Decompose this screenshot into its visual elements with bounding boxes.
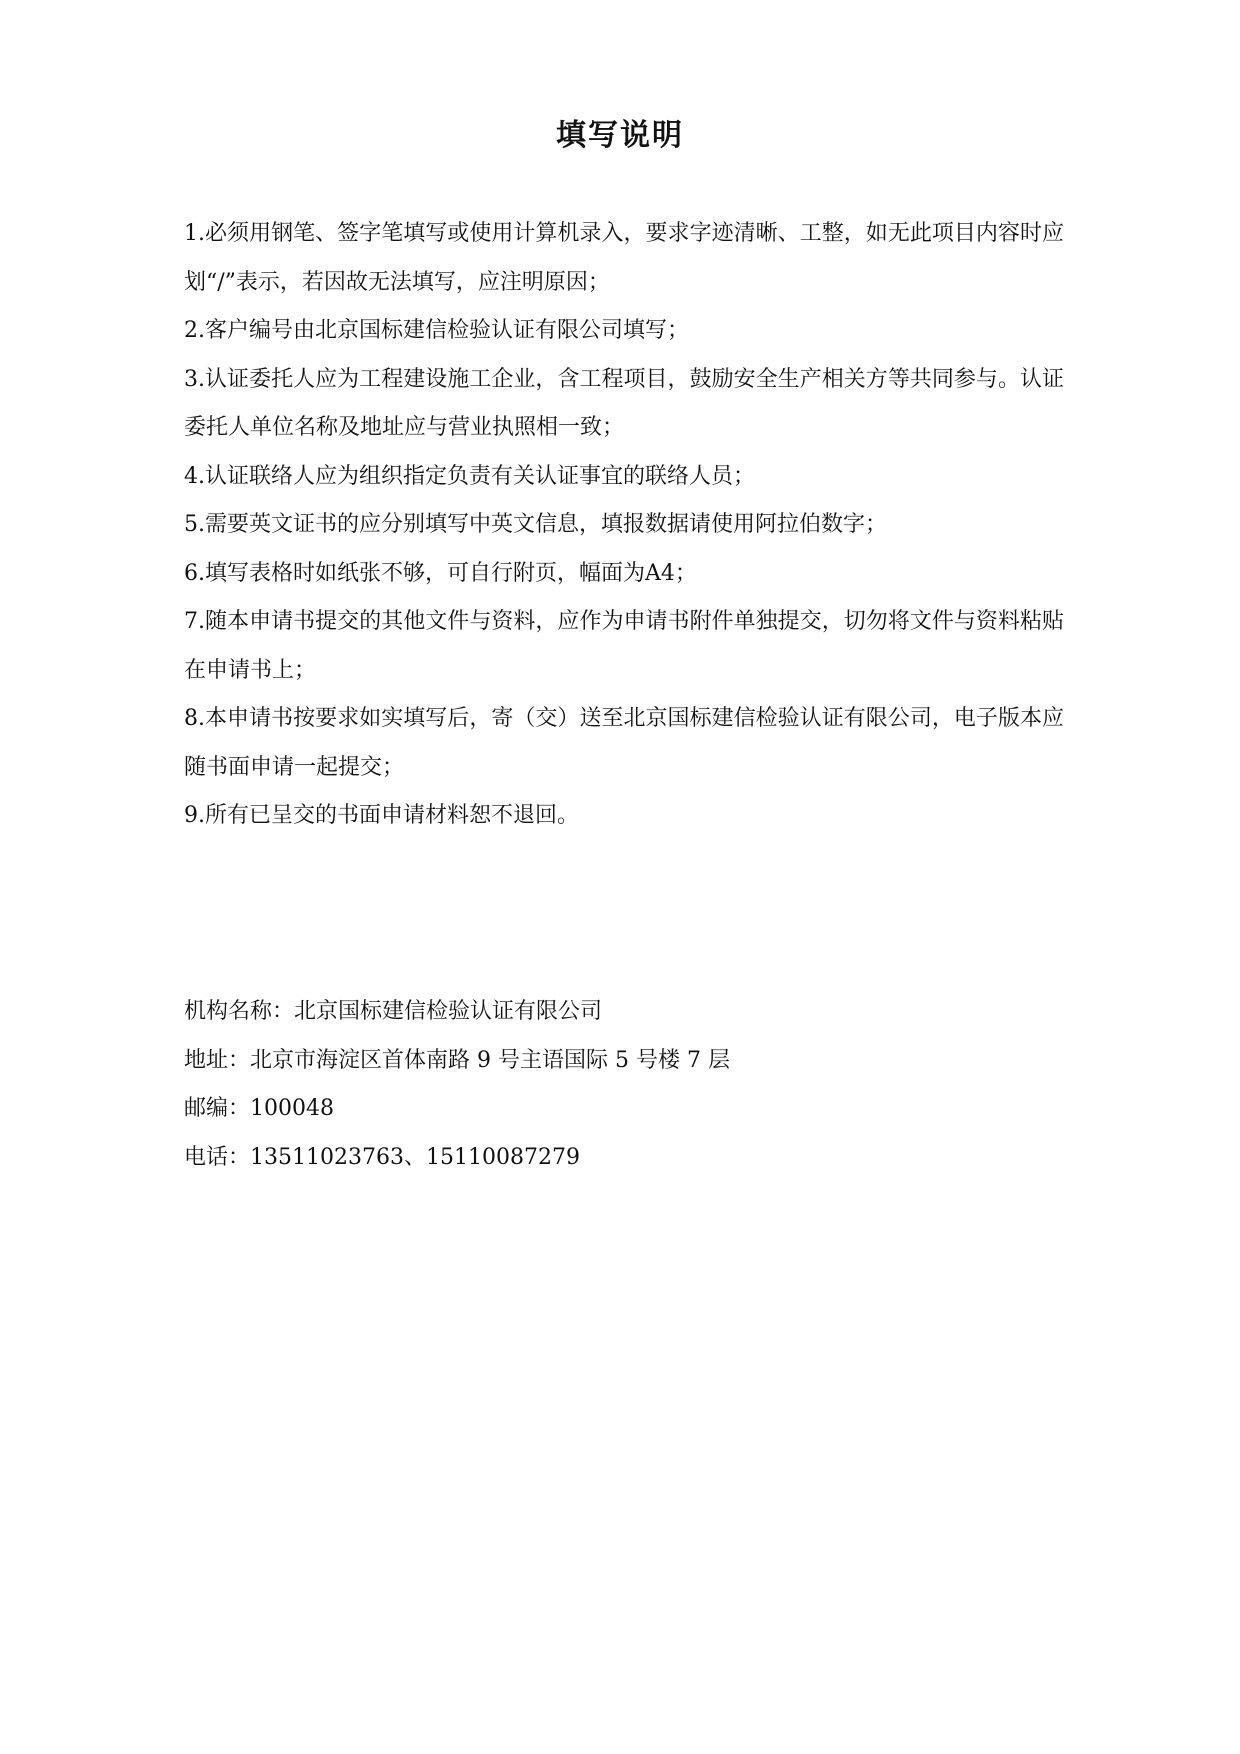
contact-block — [184, 988, 1064, 1182]
instruction-item: 5.需要英文证书的应分别填写中英文信息，填报数据请使用阿拉伯数字； — [184, 512, 887, 537]
instruction-item: 6.填写表格时如纸张不够，可自行附页，幅面为A4； — [184, 560, 697, 586]
phone: 电话：13511023763、15110087279 — [184, 1144, 580, 1170]
instruction-item: 7.随本申请书提交的其他文件与资料，应作为申请书附件单独提交，切勿将文件与资料粘贴在申请书上； — [184, 609, 1064, 683]
instruction-item: 9.所有已呈交的书面申请材料恕不退回。 — [184, 803, 579, 828]
instruction-item: 4.认证联络人应为组织指定负责有关认证事宜的联络人员； — [184, 463, 755, 489]
instruction-item: 2.客户编号由北京国标建信检验认证有限公司填写； — [184, 318, 689, 343]
instruction-item: 8.本申请书按要求如实填写后，寄（交）送至北京国标建信检验认证有限公司，电子版本应随书面申请一起提交； — [184, 706, 1064, 780]
instruction-list — [184, 210, 1064, 841]
organization-name: 机构名称：北京国标建信检验认证有限公司 — [184, 999, 603, 1024]
instruction-item: 1.必须用钢笔、签字笔填写或使用计算机录入，要求字迹清晰、工整，如无此项目内容时应划“/”表示，若因故无法填写，应注明原因； — [184, 221, 1064, 295]
page-title: 填写说明 — [556, 118, 684, 153]
postcode: 邮编：100048 — [184, 1096, 334, 1121]
instruction-item: 3.认证委托人应为工程建设施工企业，含工程项目，鼓励安全生产相关方等共同参与。认证委托人单位名称及地址应与营业执照相一致； — [184, 366, 1064, 440]
address: 地址：北京市海淀区首体南路 9 号主语国际 5 号楼 7 层 — [184, 1047, 730, 1073]
